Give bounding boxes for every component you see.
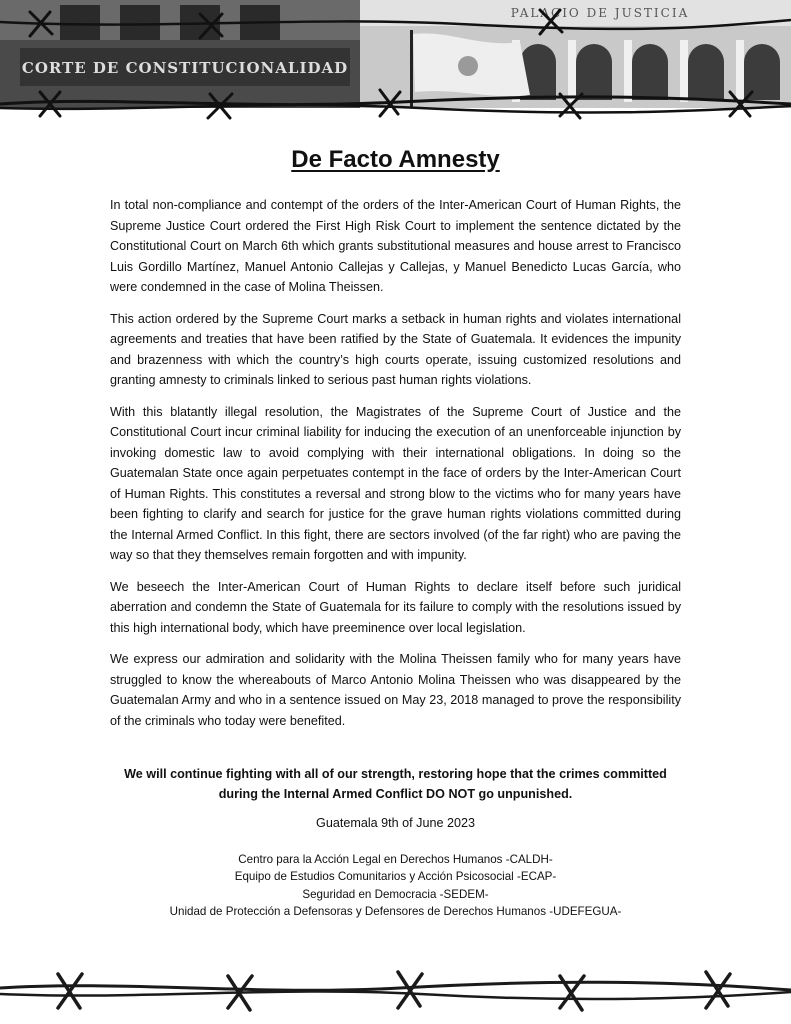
footer-barbed-wire: [0, 958, 791, 1024]
paragraph-1: In total non-compliance and contempt of the orders of the Inter-American Court of Human Rights, the Supreme Justice Court ordered the First High Risk Court to implement the sentence dictated by the Constitutional Court on March 6th which grants substitutional measures and house arrest to Francisco Luis Gordillo Martínez, Manuel Antonio Callejas y Callejas, y Manuel Benedicto Lucas García, who were condemned in the case of Molina Theissen.: [110, 198, 681, 294]
barbed-wire-icon: [0, 958, 791, 1024]
signatory: Unidad de Protección a Defensoras y Defensores de Derechos Humanos -UDEFEGUA-: [169, 904, 622, 918]
closing-statement: [110, 764, 681, 804]
signatory: Equipo de Estudios Comunitarios y Acción Psicosocial -ECAP-: [234, 870, 557, 884]
court-building-image: [0, 0, 791, 122]
closing-line-2: during the Internal Armed Conflict DO NOT go unpunished.: [218, 787, 573, 801]
header-photo: [0, 0, 791, 122]
signatory: Centro para la Acción Legal en Derechos Humanos -CALDH-: [238, 853, 553, 866]
article-body: [110, 195, 681, 742]
building-sign-text: PALACIO DE JUSTICIA: [510, 6, 690, 20]
closing-line-1: We will continue fighting with all of our strength, restoring hope that the crimes committed: [124, 767, 667, 781]
signatory: Seguridad en Democracia -SEDEM-: [302, 887, 489, 901]
dateline: Guatemala 9th of June 2023: [316, 816, 475, 830]
paragraph-5: We express our admiration and solidarity with the Molina Theissen family who for many years have struggled to know the whereabouts of Marco Antonio Molina Theissen who was disappeared by the Guatemalan Army and who in a sentence issued on May 23, 2018 managed to prove the responsibility of the criminals who today were benefited.: [110, 652, 681, 728]
signatories-list: [0, 851, 791, 920]
paragraph-3: With this blatantly illegal resolution, the Magistrates of the Supreme Court of Justice and the Constitutional Court incur criminal liability for inducing the execution of an unenforceable injunction by invoking domestic law to avoid complying with their international obligations. In doing so the Guatemalan State once again perpetuates contempt in the face of orders by the Inter-American Court of Human Rights. This constitutes a reversal and strong blow to the victims who for many years have been fighting to clarify and search for justice for the grave human rights violations committed during the Internal Armed Conflict. In this fight, there are sectors involved (of the far right) who are paving the way so that they themselves remain forgotten and with impunity.: [110, 404, 681, 562]
page-title: De Facto Amnesty: [291, 146, 500, 173]
court-sign-text: CORTE DE CONSTITUCIONALIDAD: [21, 59, 349, 77]
paragraph-2: This action ordered by the Supreme Court marks a setback in human rights and violates international agreements and treaties that have been ratified by the State of Guatemala. It evidences the impunity and brazenness with which the country’s high courts operate, issuing customized resolutions and granting amnesty to criminals linked to serious past human rights violations.: [110, 311, 681, 387]
flag-emblem-icon: [458, 56, 478, 76]
paragraph-4: We beseech the Inter-American Court of Human Rights to declare itself before such juridical aberration and condemn the State of Guatemala for its failure to comply with the resolutions issued by this high international body, which have preeminence over local legislation.: [110, 579, 681, 635]
